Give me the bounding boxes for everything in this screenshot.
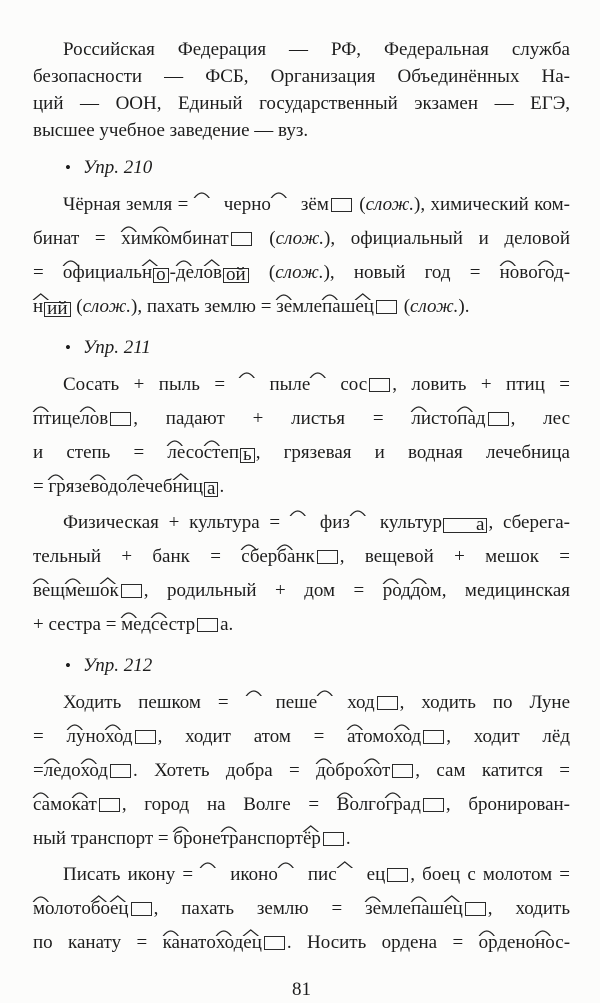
root-morpheme: лист xyxy=(411,409,447,428)
suffix-hat-icon xyxy=(203,259,221,266)
root-arc-icon xyxy=(315,757,333,764)
root-morpheme: лун xyxy=(67,727,96,746)
root-morpheme: икон xyxy=(200,865,268,884)
exercise-heading xyxy=(33,153,570,183)
text-run: е xyxy=(82,476,91,497)
text-run: по канату = xyxy=(33,932,163,953)
root-arc-icon xyxy=(537,259,555,266)
root-morpheme: комбинат xyxy=(153,229,229,248)
root-arc-icon xyxy=(199,861,217,868)
root-arc-icon xyxy=(346,723,364,730)
root-arc-icon xyxy=(382,577,400,584)
zero-ending-box xyxy=(317,550,338,564)
text-run: о xyxy=(206,932,216,953)
text-line xyxy=(33,754,570,788)
exercise-label: Упр. 211 xyxy=(82,337,151,358)
root-morpheme: физ xyxy=(290,513,350,532)
zero-ending-box xyxy=(323,832,344,846)
text-run: , сберега- xyxy=(488,512,570,533)
root-arc-icon xyxy=(363,757,381,764)
text-run: ), пахать землю = xyxy=(131,296,277,317)
zero-ending-box xyxy=(99,798,120,812)
root-morpheme: банк xyxy=(277,547,315,566)
text-run: , вещевой + мешок = xyxy=(339,546,570,567)
root-arc-icon xyxy=(152,225,170,232)
text-run: о xyxy=(375,794,386,815)
text-run: Чёрная земля = xyxy=(63,194,194,215)
text-line xyxy=(33,436,570,470)
complex-word-label: слож. xyxy=(82,296,131,317)
text-run: = xyxy=(33,476,49,497)
root-morpheme: атом xyxy=(347,727,384,746)
zero-ending-box xyxy=(231,232,252,246)
suffix-hat-icon xyxy=(443,895,461,902)
root-morpheme: ход xyxy=(105,727,132,746)
zero-ending-box xyxy=(465,902,486,916)
root-arc-icon xyxy=(349,509,367,516)
zero-ending-box xyxy=(264,936,285,950)
root-morpheme: меш xyxy=(65,581,100,600)
suffix-hat-icon xyxy=(336,861,354,868)
root-morpheme: земл xyxy=(276,297,313,316)
zero-ending-box xyxy=(110,764,131,778)
root-morpheme: ход xyxy=(394,727,421,746)
text-line xyxy=(33,256,570,290)
root-morpheme: ход xyxy=(81,761,108,780)
root-arc-icon xyxy=(456,405,474,412)
zero-ending-box xyxy=(331,198,352,212)
root-arc-icon xyxy=(193,191,211,198)
suffix-morpheme: ниц xyxy=(173,477,204,496)
zero-ending-box xyxy=(135,730,156,744)
bullet-icon: • xyxy=(65,656,71,675)
root-arc-icon xyxy=(172,825,190,832)
bullet-icon: • xyxy=(65,338,71,357)
text-run: - xyxy=(563,262,571,283)
paragraph xyxy=(33,506,570,642)
text-run: высшее учебное заведение — вуз. xyxy=(33,120,309,141)
root-arc-icon xyxy=(104,723,122,730)
text-line xyxy=(33,90,570,117)
text-run: ( xyxy=(249,262,276,283)
text-run: , город на Волге = xyxy=(121,794,337,815)
zero-ending-box xyxy=(369,378,390,392)
text-run: + сестра = xyxy=(33,614,122,635)
text-run: . xyxy=(345,828,351,849)
text-run: = xyxy=(33,726,67,747)
root-arc-icon xyxy=(220,825,238,832)
root-morpheme: пад xyxy=(457,409,485,428)
root-arc-icon xyxy=(364,895,382,902)
text-run: о xyxy=(194,442,204,463)
complex-word-label: слож. xyxy=(365,194,415,215)
root-morpheme: птиц xyxy=(33,409,72,428)
text-line xyxy=(33,36,570,63)
root-arc-icon xyxy=(336,791,354,798)
root-arc-icon xyxy=(240,543,258,550)
text-run: о xyxy=(261,194,271,215)
root-morpheme: орден xyxy=(479,933,526,952)
text-run: , родильный + дом = xyxy=(143,580,383,601)
root-morpheme: ход xyxy=(317,693,374,712)
root-arc-icon xyxy=(166,439,184,446)
text-line xyxy=(33,540,570,574)
text-line xyxy=(33,188,570,222)
text-run: , грязевая и водная лечебница xyxy=(255,442,570,463)
root-morpheme: пис xyxy=(278,865,337,884)
root-arc-icon xyxy=(499,259,517,266)
root-arc-icon xyxy=(270,191,288,198)
text-run: , ходит атом = xyxy=(157,726,348,747)
root-morpheme: земл xyxy=(365,899,402,918)
text-run: ( xyxy=(398,296,411,317)
root-morpheme: пеш xyxy=(246,693,309,712)
root-morpheme: род xyxy=(383,581,411,600)
root-arc-icon xyxy=(410,405,428,412)
root-morpheme: паш xyxy=(322,297,355,316)
text-line xyxy=(33,686,570,720)
text-run: , падают + листья = xyxy=(133,408,412,429)
root-morpheme: вод xyxy=(90,477,117,496)
text-run: е xyxy=(301,374,311,395)
root-morpheme: официаль xyxy=(63,263,142,282)
text-run: ( xyxy=(253,228,276,249)
text-run: тельный + банк = xyxy=(33,546,242,567)
text-run: , бронирован- xyxy=(445,794,571,815)
zero-ending-box xyxy=(197,618,218,632)
root-morpheme: степ xyxy=(204,443,239,462)
text-line xyxy=(33,720,570,754)
suffix-hat-icon xyxy=(109,895,127,902)
text-run: , боец с молотом = xyxy=(410,864,570,885)
suffix-morpheme: ов xyxy=(204,263,222,282)
root-morpheme: сам xyxy=(33,795,62,814)
paragraph xyxy=(33,368,570,504)
text-run: , лес xyxy=(510,408,571,429)
text-run: , ходит лёд xyxy=(446,726,570,747)
text-line xyxy=(33,506,570,540)
suffix-morpheme: бо xyxy=(91,899,110,918)
text-run: е xyxy=(71,408,81,429)
ending-box: ий xyxy=(44,302,70,317)
text-run: ( xyxy=(353,194,366,215)
text-run: безопасности — ФСБ, Организация Объединённых На- xyxy=(33,66,570,87)
suffix-morpheme: ец xyxy=(355,297,374,316)
text-run: Ходить пешком = xyxy=(63,692,246,713)
root-arc-icon xyxy=(275,293,293,300)
text-run: е xyxy=(212,828,221,849)
root-morpheme: кат xyxy=(72,795,97,814)
zero-ending-box xyxy=(376,300,397,314)
root-morpheme: вещ xyxy=(33,581,65,600)
text-run: и степь = xyxy=(33,442,168,463)
root-morpheme: транспорт xyxy=(221,829,303,848)
root-morpheme: паш xyxy=(411,899,444,918)
root-arc-icon xyxy=(120,225,138,232)
text-run: е xyxy=(402,898,411,919)
complex-word-label: слож. xyxy=(410,296,459,317)
text-run: ). xyxy=(458,296,470,317)
suffix-hat-icon xyxy=(90,895,108,902)
root-arc-icon xyxy=(62,259,80,266)
root-morpheme: зём xyxy=(271,195,329,214)
paragraph xyxy=(33,36,570,144)
text-line xyxy=(33,608,570,642)
text-line xyxy=(33,822,570,856)
root-arc-icon xyxy=(277,861,295,868)
root-morpheme: брон xyxy=(173,829,212,848)
root-arc-icon xyxy=(120,611,138,618)
text-run: . Носить ордена = xyxy=(286,932,479,953)
root-arc-icon xyxy=(410,577,428,584)
root-arc-icon xyxy=(32,791,50,798)
root-morpheme: Волг xyxy=(337,795,376,814)
root-morpheme: молот xyxy=(33,899,81,918)
root-arc-icon xyxy=(393,723,411,730)
text-line xyxy=(33,290,570,324)
root-arc-icon xyxy=(150,611,168,618)
text-run: а. xyxy=(220,614,234,635)
text-run: е xyxy=(313,296,323,317)
root-morpheme: культур xyxy=(350,513,442,532)
root-morpheme: гряз xyxy=(48,477,82,496)
root-morpheme: мед xyxy=(121,615,151,634)
ending-box: а xyxy=(204,482,218,497)
zero-ending-box xyxy=(488,412,509,426)
text-line xyxy=(33,574,570,608)
text-line xyxy=(33,926,570,960)
root-arc-icon xyxy=(316,689,334,696)
root-morpheme: сбер xyxy=(241,547,277,566)
root-arc-icon xyxy=(478,929,496,936)
ending-box: ь xyxy=(240,448,255,463)
paragraph xyxy=(33,686,570,856)
text-line xyxy=(33,788,570,822)
root-arc-icon xyxy=(89,473,107,480)
root-arc-icon xyxy=(80,757,98,764)
root-arc-icon xyxy=(47,473,65,480)
root-morpheme: черн xyxy=(194,195,262,214)
suffix-morpheme: н xyxy=(142,263,152,282)
root-arc-icon xyxy=(32,895,50,902)
text-run: , ловить + птиц = xyxy=(392,374,571,395)
text-run: Физическая + культура = xyxy=(63,512,290,533)
text-line xyxy=(33,117,570,144)
root-arc-icon xyxy=(71,791,89,798)
page-content xyxy=(33,36,570,960)
text-run: о xyxy=(268,864,278,885)
zero-ending-box xyxy=(377,696,398,710)
root-morpheme: нов xyxy=(500,263,529,282)
suffix-morpheme: ёр xyxy=(303,829,321,848)
text-line xyxy=(33,63,570,90)
root-arc-icon xyxy=(321,293,339,300)
root-arc-icon xyxy=(245,689,263,696)
suffix-morpheme: ец xyxy=(243,933,262,952)
text-run: бинат = xyxy=(33,228,122,249)
root-arc-icon xyxy=(410,895,428,902)
text-run: о xyxy=(95,726,106,747)
root-morpheme: дел xyxy=(176,263,204,282)
text-run: о xyxy=(62,794,72,815)
text-run: - xyxy=(169,262,176,283)
root-arc-icon xyxy=(203,439,221,446)
root-morpheme: пыл xyxy=(239,375,301,394)
text-run: о xyxy=(71,760,81,781)
root-arc-icon xyxy=(309,371,327,378)
root-arc-icon xyxy=(276,543,294,550)
root-arc-icon xyxy=(43,757,61,764)
text-run: о xyxy=(384,726,394,747)
ending-box: а xyxy=(443,518,487,533)
text-run: о xyxy=(81,898,91,919)
text-run: , ходить xyxy=(487,898,570,919)
text-run: ), новый год = xyxy=(323,262,500,283)
root-arc-icon xyxy=(64,577,82,584)
root-arc-icon xyxy=(175,259,193,266)
suffix-hat-icon xyxy=(99,577,117,584)
suffix-hat-icon xyxy=(242,929,260,936)
text-run: . Хотеть добра = xyxy=(132,760,317,781)
zero-ending-box xyxy=(131,902,152,916)
text-line xyxy=(33,368,570,402)
text-run: ный транспорт = xyxy=(33,828,174,849)
text-line xyxy=(33,892,570,926)
text-run: . xyxy=(219,476,225,497)
root-morpheme: лечеб xyxy=(127,477,172,496)
text-run: Сосать + пыль = xyxy=(63,374,240,395)
page-number: 81 xyxy=(292,979,311,1000)
root-morpheme: лед xyxy=(44,761,71,780)
text-run: о xyxy=(117,476,128,497)
root-morpheme: ход xyxy=(216,933,243,952)
root-arc-icon xyxy=(79,405,97,412)
suffix-morpheme: ец xyxy=(444,899,463,918)
root-morpheme: хим xyxy=(121,229,153,248)
suffix-morpheme: н xyxy=(33,297,43,316)
exercise-heading xyxy=(33,333,570,363)
zero-ending-box xyxy=(110,412,131,426)
exercise-label: Упр. 210 xyxy=(82,157,153,178)
text-run: ( xyxy=(71,296,83,317)
complex-word-label: слож. xyxy=(275,228,325,249)
paragraph xyxy=(33,188,570,324)
text-run: - xyxy=(563,932,571,953)
root-arc-icon xyxy=(238,371,256,378)
text-run: о xyxy=(354,760,364,781)
root-morpheme: канат xyxy=(163,933,207,952)
root-arc-icon xyxy=(289,509,307,516)
zero-ending-box xyxy=(423,730,444,744)
complex-word-label: слож. xyxy=(275,262,324,283)
exercise-label: Упр. 212 xyxy=(82,655,153,676)
text-run: Российская Федерация — РФ, Федеральная служба xyxy=(63,39,570,60)
root-morpheme: сос xyxy=(310,375,367,394)
zero-ending-box xyxy=(392,764,413,778)
root-morpheme: лес xyxy=(167,443,194,462)
root-morpheme: добр xyxy=(316,761,354,780)
text-run: , сам катится = xyxy=(415,760,570,781)
zero-ending-box xyxy=(121,584,142,598)
text-run: ций — ООН, Единый государственный экзамен — ЕГЭ, xyxy=(33,93,570,114)
suffix-hat-icon xyxy=(172,473,190,480)
text-run: о xyxy=(528,262,538,283)
suffix-morpheme: ец xyxy=(337,865,386,884)
root-morpheme: нос xyxy=(535,933,564,952)
root-arc-icon xyxy=(32,577,50,584)
paragraph xyxy=(33,858,570,960)
text-run: о xyxy=(447,408,458,429)
exercise-heading xyxy=(33,651,570,681)
root-arc-icon xyxy=(215,929,233,936)
root-arc-icon xyxy=(162,929,180,936)
root-morpheme: год xyxy=(538,263,564,282)
bullet-icon: • xyxy=(65,158,71,177)
root-arc-icon xyxy=(384,791,402,798)
root-arc-icon xyxy=(66,723,84,730)
text-line xyxy=(33,858,570,892)
root-arc-icon xyxy=(126,473,144,480)
text-run: е xyxy=(308,692,318,713)
root-morpheme: сестр xyxy=(151,615,195,634)
suffix-morpheme: ок xyxy=(100,581,119,600)
suffix-morpheme: ец xyxy=(110,899,129,918)
suffix-hat-icon xyxy=(302,825,320,832)
text-run: , пахать землю = xyxy=(153,898,366,919)
text-run: Писать икону = xyxy=(63,864,201,885)
ending-box: о xyxy=(153,268,169,283)
root-morpheme: дом xyxy=(411,581,442,600)
ending-box: ой xyxy=(223,268,249,283)
text-run: = xyxy=(33,262,63,283)
root-arc-icon xyxy=(32,405,50,412)
root-arc-icon xyxy=(534,929,552,936)
text-run: , медицинская xyxy=(441,580,571,601)
text-line xyxy=(33,222,570,256)
suffix-hat-icon xyxy=(354,293,372,300)
text-run: = xyxy=(33,760,44,781)
zero-ending-box xyxy=(387,868,408,882)
root-morpheme: лов xyxy=(80,409,108,428)
root-morpheme: град xyxy=(385,795,420,814)
zero-ending-box xyxy=(423,798,444,812)
root-morpheme: хот xyxy=(364,761,390,780)
text-run: ), химический ком- xyxy=(414,194,570,215)
text-line xyxy=(33,470,570,504)
text-run: , ходить по Луне xyxy=(399,692,571,713)
text-line xyxy=(33,402,570,436)
text-run: ), официальный и деловой xyxy=(324,228,570,249)
text-run: о xyxy=(525,932,536,953)
